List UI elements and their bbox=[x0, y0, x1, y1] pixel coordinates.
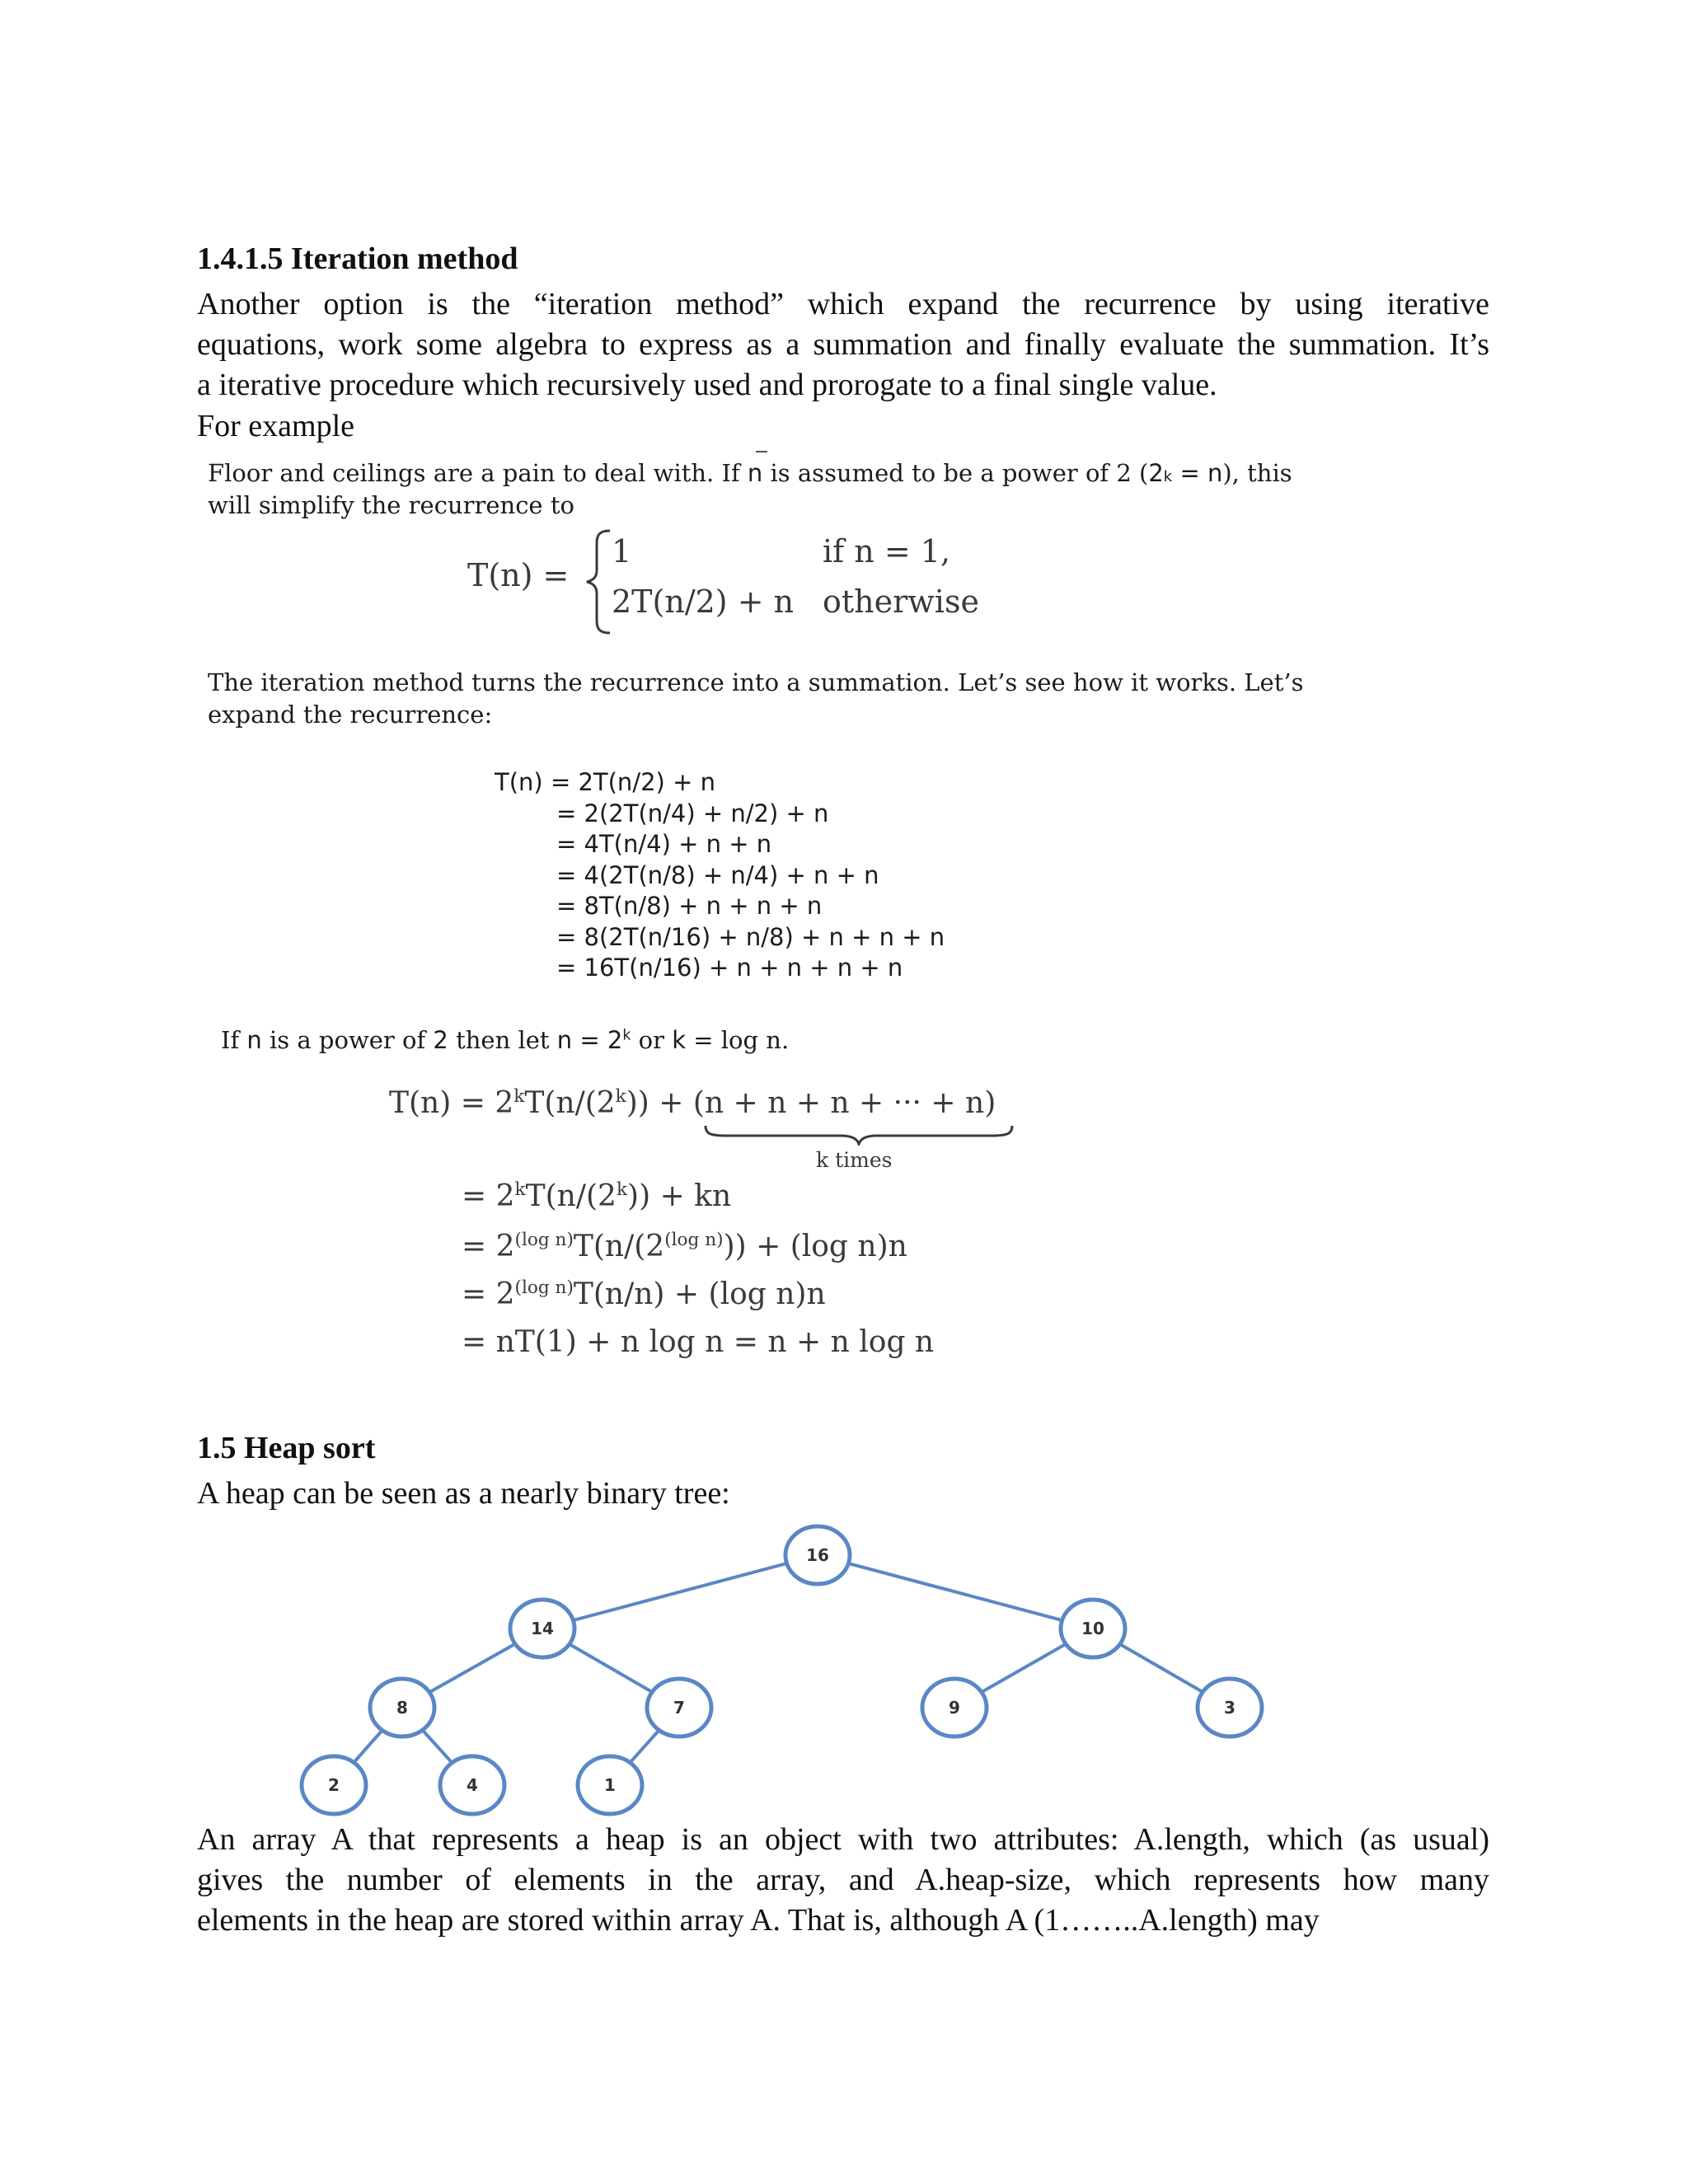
tree-node bbox=[510, 1600, 574, 1657]
tree-edge bbox=[818, 1555, 1093, 1629]
paragraph-line: equations, work some algebra to express as a summation and finally evaluate the summation. It’s bbox=[197, 327, 1489, 362]
tree-node bbox=[1198, 1679, 1262, 1736]
paragraph-line: An array A that represents a heap is an object with two attributes: A.length, which (as usual) bbox=[197, 1822, 1489, 1857]
case-1-expression: 1 bbox=[612, 533, 632, 569]
tree-node-label: 8 bbox=[396, 1698, 408, 1718]
excerpt-iteration-line-1: The iteration method turns the recurrence into a summation. Let’s see how it works. Let’s bbox=[208, 668, 1304, 696]
tree-node bbox=[647, 1679, 711, 1736]
expansion-line: = 2(2T(n/4) + n/2) + n bbox=[556, 799, 829, 827]
power-of-two-line: If n is a power of 2 then let $n = 2^k$ or k = log n. bbox=[221, 1026, 790, 1054]
section-heading-heap-sort: 1.5 Heap sort bbox=[197, 1431, 376, 1465]
tree-node-label: 14 bbox=[531, 1619, 554, 1638]
tree-node bbox=[785, 1526, 850, 1584]
tree-node bbox=[370, 1679, 434, 1736]
for-example-label: For example bbox=[197, 409, 355, 443]
underbrace-label: k times bbox=[816, 1148, 893, 1172]
excerpt-iteration-line-2: expand the recurrence: bbox=[208, 701, 493, 729]
derivation-line-1: $T(n) = 2^kT(n/(2^k)) + (n + n + n$ + ··· + n) bbox=[389, 1086, 996, 1120]
expansion-line: = 4T(n/4) + n + n bbox=[556, 830, 772, 858]
expansion-line: = 16T(n/16) + n + n + n + n bbox=[556, 954, 903, 982]
expansion-line: = 4(2T(n/8) + n/4) + n + n bbox=[556, 861, 879, 889]
expansion-line: = 8(2T(n/16) + n/8) + n + n + n bbox=[556, 923, 945, 951]
tree-node-label: 9 bbox=[949, 1698, 960, 1718]
tree-node-label: 10 bbox=[1081, 1619, 1104, 1638]
expansion-line: = 8T(n/8) + n + n + n bbox=[556, 892, 823, 920]
paragraph-line: gives the number of elements in the array, and A.heap-size, which represents how many bbox=[197, 1863, 1489, 1897]
derivation-line-2: = $2^kT(n/(2^k))$ + kn bbox=[462, 1179, 732, 1213]
excerpt-floor-line-2: will simplify the recurrence to bbox=[208, 491, 574, 519]
excerpt-floor-line-1: Floor and ceilings are a pain to deal with. If n is assumed to be a power of 2 (2k = n), this bbox=[208, 459, 1292, 487]
paragraph-line: Another option is the “iteration method” which expand the recurrence by using iterative bbox=[197, 287, 1489, 321]
tree-node bbox=[440, 1756, 504, 1814]
tree-node bbox=[578, 1756, 642, 1814]
tree-node-label: 4 bbox=[467, 1775, 478, 1795]
case-1-condition: if n = 1, bbox=[823, 533, 951, 569]
tree-node-label: 7 bbox=[673, 1698, 685, 1718]
tree-node-label: 2 bbox=[328, 1775, 340, 1795]
tree-node-label: 16 bbox=[806, 1545, 829, 1565]
derivation-line-5: = nT(1) + n log n = n + n log n bbox=[462, 1325, 935, 1359]
heap-intro-line: A heap can be seen as a nearly binary tree: bbox=[197, 1476, 730, 1511]
tree-node bbox=[1061, 1600, 1125, 1657]
derivation-line-3: = $2^{(log n)}T(n/(2^{(log n)})) + (\log$ n)n bbox=[462, 1230, 907, 1263]
tree-node-label: 1 bbox=[604, 1775, 616, 1795]
case-2-condition: otherwise bbox=[823, 583, 979, 620]
tree-edge bbox=[542, 1555, 818, 1629]
section-heading-iteration-method: 1.4.1.5 Iteration method bbox=[197, 241, 518, 276]
expansion-line: T(n) = 2T(n/2) + n bbox=[495, 768, 715, 796]
case-2-expression: 2T(n/2) + n bbox=[612, 583, 795, 620]
tree-node-label: 3 bbox=[1224, 1698, 1236, 1718]
tree-node bbox=[302, 1756, 366, 1814]
recurrence-lhs: T(n) = bbox=[467, 557, 570, 593]
tree-node bbox=[922, 1679, 987, 1736]
derivation-line-4: = $2^{(log n)}T(n/n) + (\log$ n)n bbox=[462, 1277, 826, 1311]
paragraph-line: a iterative procedure which recursively used and prorogate to a final single value. bbox=[197, 368, 1217, 402]
paragraph-line: elements in the heap are stored within array A. That is, although A (1……..A.length) may bbox=[197, 1903, 1320, 1938]
